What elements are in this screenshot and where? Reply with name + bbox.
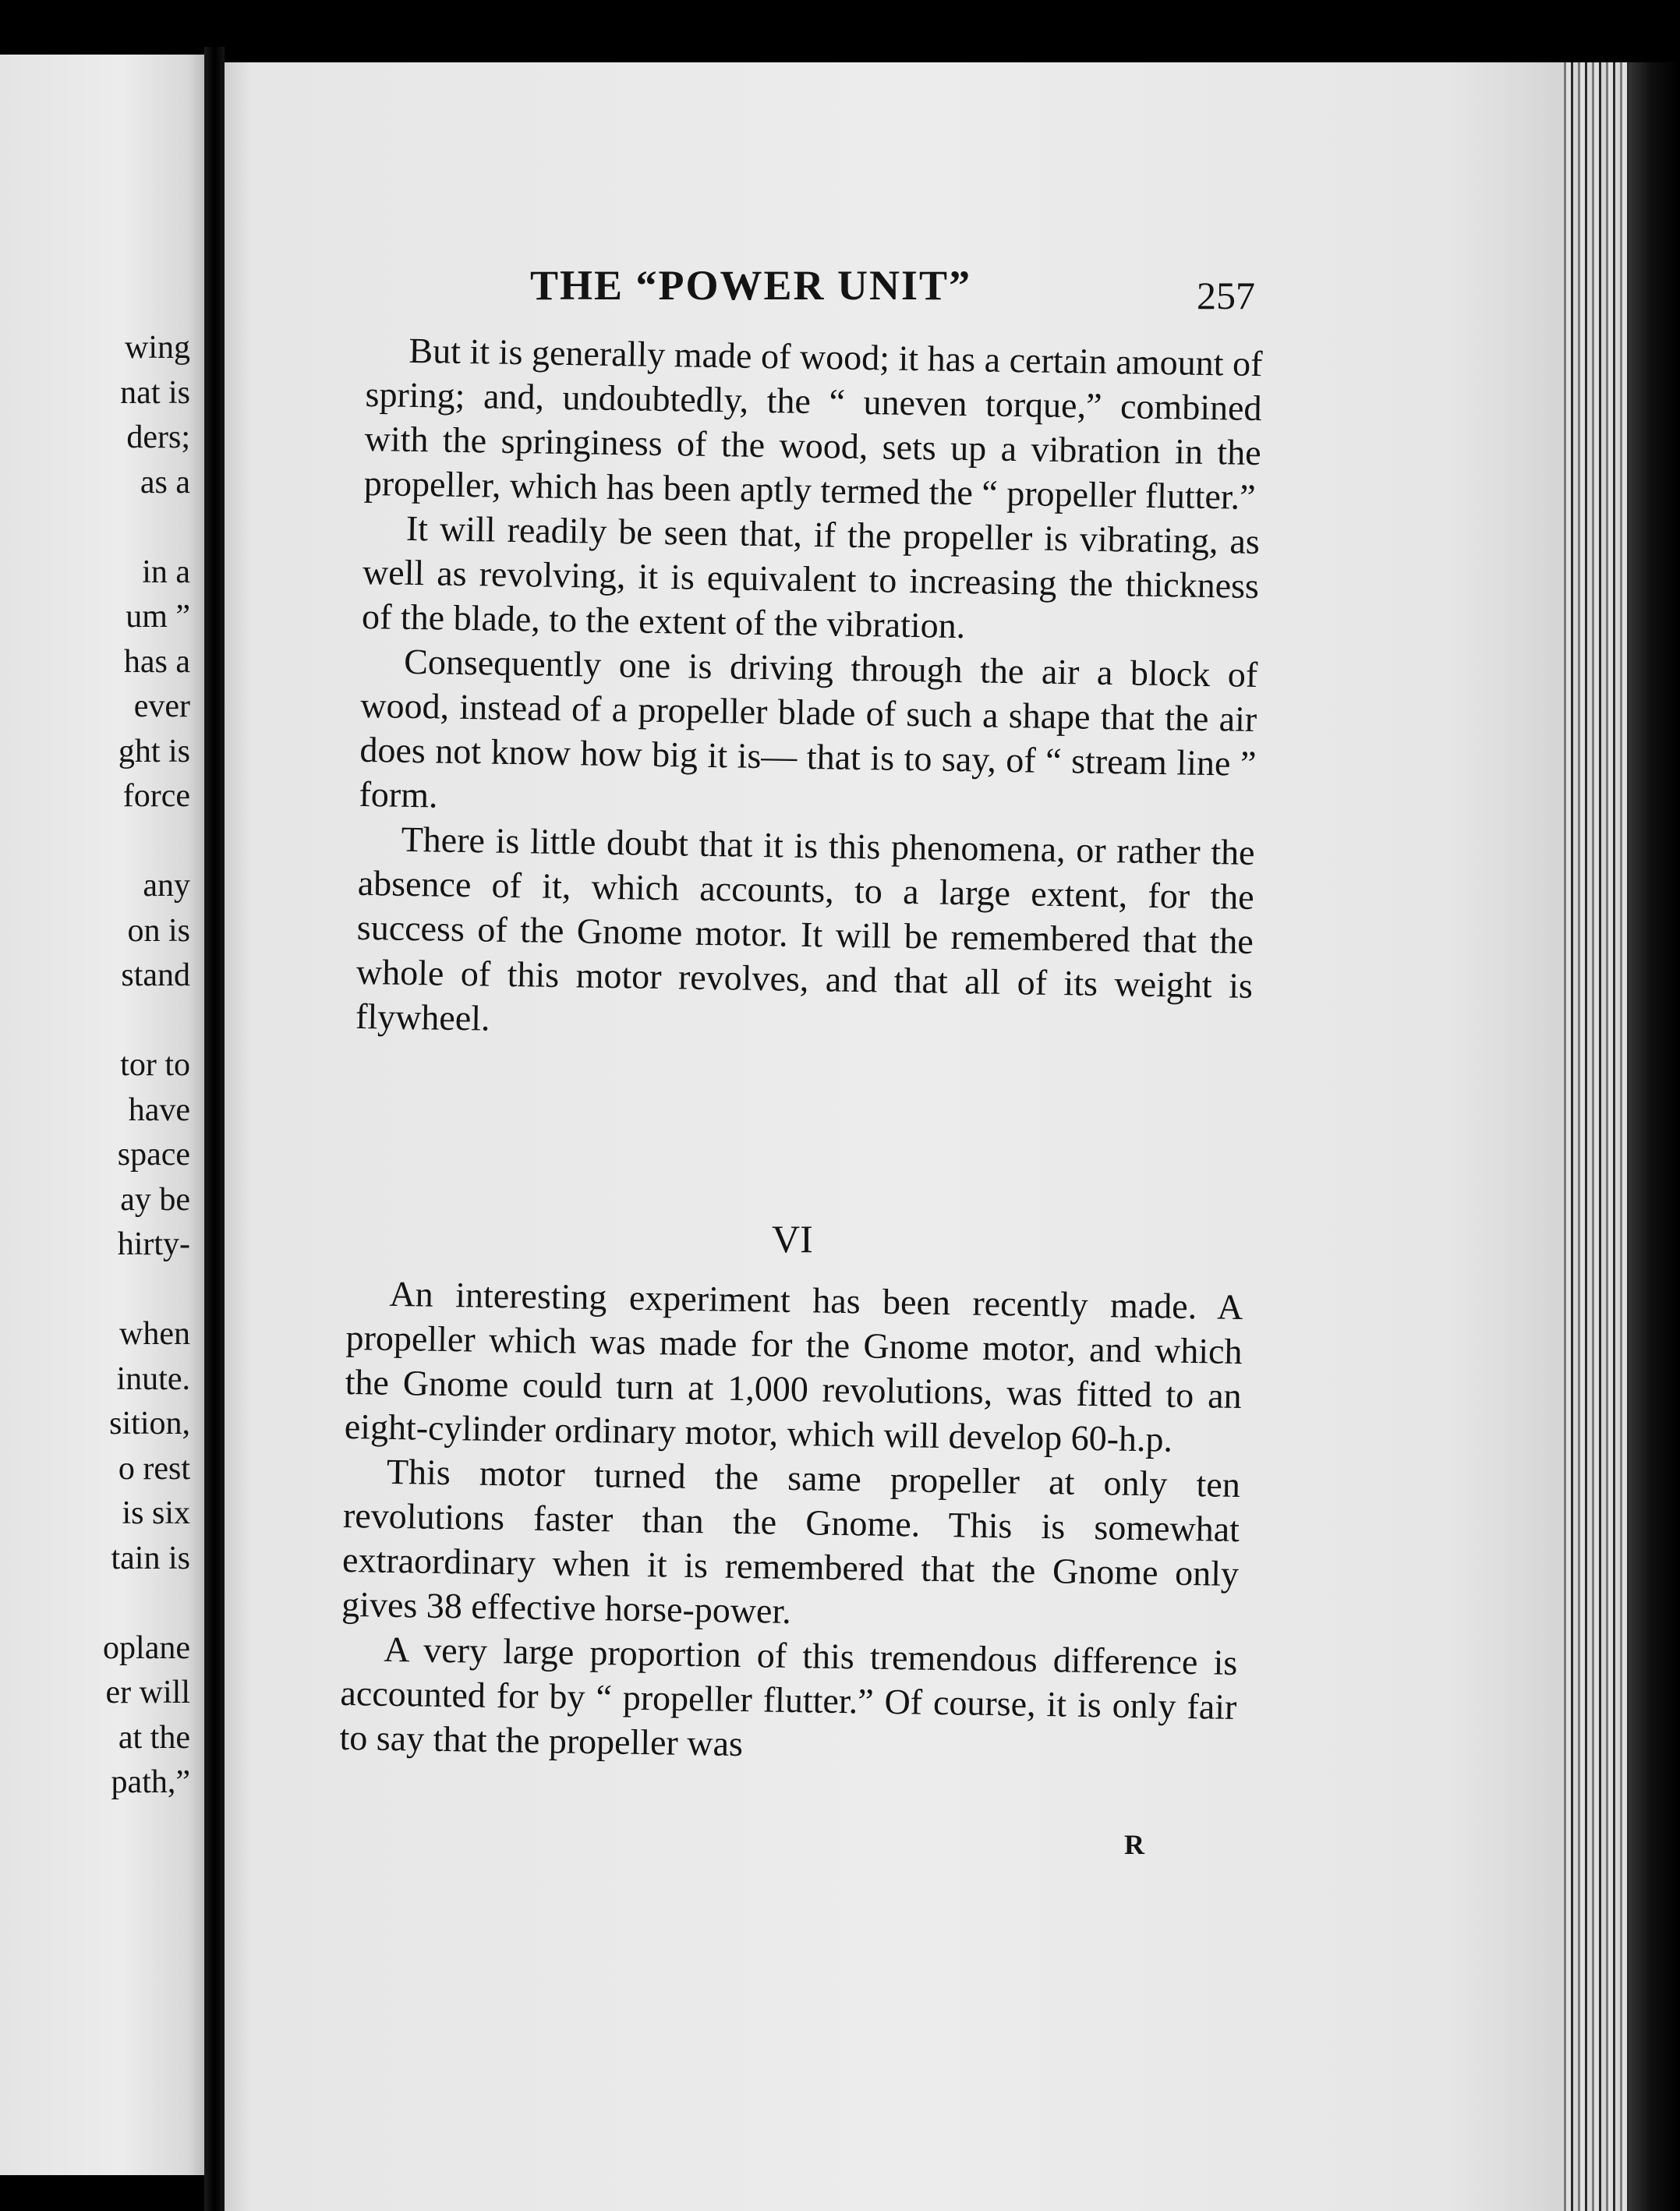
paragraph: An interesting experiment has been recently made. A propeller which was made for the Gnome motor, and which the Gnome could turn at 1,000 revolutions, was fitted to an eight-cylinder ordinary motor, which will develop 60-h.p. bbox=[344, 1273, 1243, 1459]
page-number: 257 bbox=[1197, 274, 1255, 317]
left-page-line: ay be bbox=[120, 1181, 190, 1218]
paragraph: This motor turned the same propeller at only ten revolutions faster than the Gnome. This is somewhat extraordinary when it is remembered that the Gnome only gives 38 effective horse-power. bbox=[341, 1451, 1241, 1631]
left-page-line: space bbox=[117, 1137, 190, 1173]
section-heading: VI bbox=[772, 1217, 813, 1261]
signature-mark: R bbox=[1124, 1829, 1144, 1860]
left-page-line: has a bbox=[123, 643, 190, 680]
paragraph: It will readily be seen that, if the propeller is vibrating, as well as revolving, it is equivalent to increasing the thickness of the blade, to the extent of the vibration. bbox=[361, 508, 1261, 646]
left-page-line: ever bbox=[133, 688, 190, 724]
left-page-line: um ” bbox=[126, 599, 190, 635]
paragraph: Consequently one is driving through the air a block of wood, instead of a propeller blade of such a shape that the air does not know how big it is— that is to say, of “ stream line ” form. bbox=[359, 641, 1258, 815]
book-gutter bbox=[204, 47, 225, 2211]
left-page-line: when bbox=[119, 1316, 190, 1352]
left-page-line: tain is bbox=[111, 1540, 190, 1576]
body-text-block-1 bbox=[355, 327, 1263, 1052]
scan-background bbox=[0, 0, 1680, 62]
edge-shadow bbox=[1629, 62, 1680, 2211]
body-text-block-2 bbox=[339, 1271, 1243, 1774]
left-page-line: inute. bbox=[116, 1360, 190, 1397]
left-page-line: oplane bbox=[103, 1629, 190, 1666]
left-page-line: ders; bbox=[126, 419, 190, 455]
paragraph: A very large proportion of this tremendous difference is accounted for by “ propeller flutter.” Of course, it is only fair to say that the propeller was bbox=[339, 1629, 1238, 1764]
left-page-line: force bbox=[122, 778, 190, 814]
paragraph: But it is generally made of wood; it has a certain amount of spring; and, undoubtedly, the “ uneven torque,” combined with the springiness of the wood, sets up a vibration in the propeller, which has been aptly termed the “ propeller flutter.” bbox=[363, 330, 1263, 517]
paragraph: There is little doubt that it is this phenomena, or rather the absence of it, which accounts, to a large extent, for the success of the Gnome motor. It will be remembered that the whole of this motor revolves, and that all of its weight is flywheel. bbox=[355, 819, 1255, 1038]
left-page-line: wing bbox=[125, 330, 190, 366]
left-page-line: hirty- bbox=[117, 1226, 190, 1262]
left-page-line: tor to bbox=[120, 1047, 190, 1083]
left-page-line: have bbox=[128, 1091, 190, 1128]
left-page-line: in a bbox=[142, 554, 190, 590]
left-page-line: is six bbox=[122, 1495, 190, 1531]
left-page-line: nat is bbox=[120, 374, 190, 411]
left-page-line: er will bbox=[105, 1675, 190, 1710]
left-page-line: ght is bbox=[118, 733, 190, 769]
left-page-line: at the bbox=[118, 1719, 190, 1756]
left-page-line: path,” bbox=[111, 1764, 190, 1800]
left-page-line: o rest bbox=[118, 1450, 190, 1487]
left-page-line: any bbox=[143, 868, 190, 904]
left-page-line: sition, bbox=[109, 1406, 190, 1442]
left-page-line: stand bbox=[121, 957, 190, 993]
left-page-line: on is bbox=[127, 912, 190, 949]
running-head: THE “POWER UNIT” bbox=[530, 262, 972, 309]
left-page-line: as a bbox=[140, 464, 190, 501]
left-page-fragment bbox=[0, 55, 204, 2175]
